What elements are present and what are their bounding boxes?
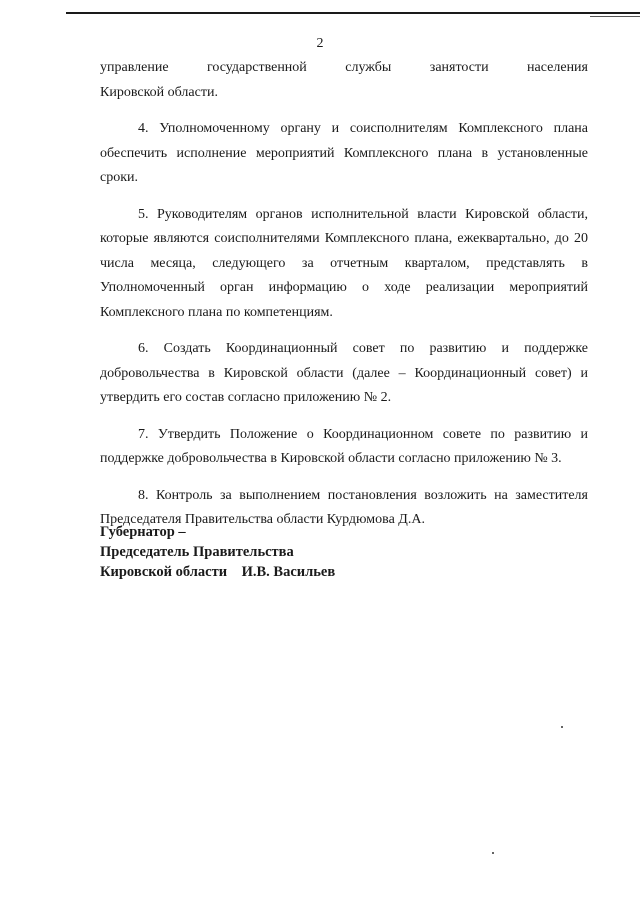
scan-top-rule-thin [590,16,640,17]
scan-top-rule [66,12,640,14]
signature-block [100,522,335,582]
paragraph-continuation-line2: Кировской области. [100,84,218,100]
paragraph-7: 7. Утвердить Положение о Координационном совете по развитию и поддержке добровольчества в Кировской области согласно приложению № 3. [100,426,588,466]
paragraph-8: 8. Контроль за выполнением постановления возложить на заместителя Председателя Правительства области Курдюмова Д.А. [100,487,588,527]
document-body [100,56,588,533]
scan-speck [492,852,494,854]
paragraph-5: 5. Руководителям органов исполнительной власти Кировской области, которые являются соисполнителями Комплексного плана, ежеквартально, до 20 числа месяца, следующего за отчетным кварталом, представлять в Уполномоченный орган информацию о ходе реализации мероприятий Комплексного плана по компетенциям. [100,206,588,320]
scan-speck [561,726,563,728]
page-number: 2 [316,36,324,51]
paragraph-4: 4. Уполномоченному органу и соисполнителям Комплексного плана обеспечить исполнение мероприятий Комплексного плана в установленные сроки. [100,121,588,185]
signature-title-governor: Губернатор – [100,524,186,540]
paragraph-continuation-line1: управление государственной службы занятости населения [100,60,588,75]
signature-title-chairman: Председатель Правительства [100,544,294,560]
signature-region-and-name: Кировской области И.В. Васильев [100,564,336,580]
paragraph-6: 6. Создать Координационный совет по развитию и поддержке добровольчества в Кировской области (далее – Координационный совет) и утвердить его состав согласно приложению № 2. [100,341,588,405]
